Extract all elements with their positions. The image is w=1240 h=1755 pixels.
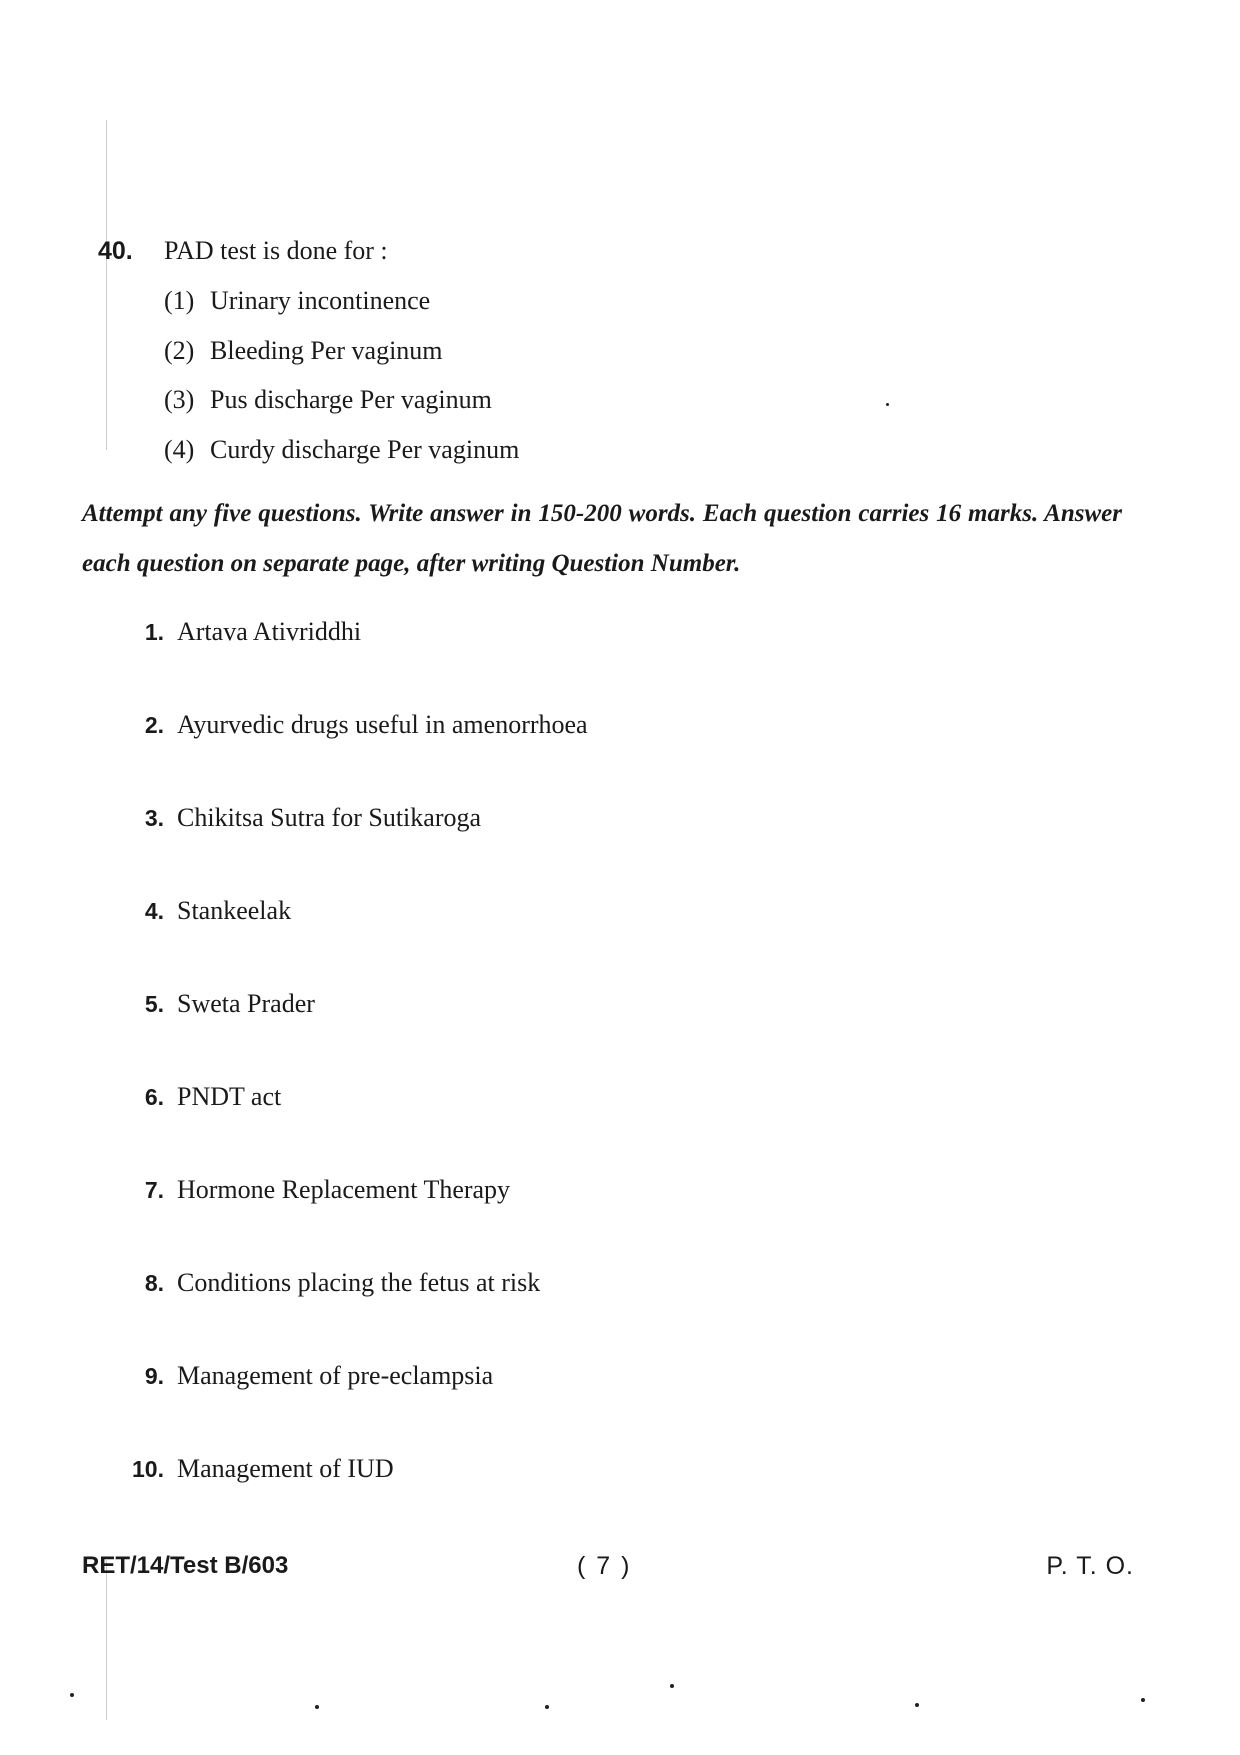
essay-question-text: Sweta Prader <box>177 989 315 1018</box>
essay-question-number: 4. <box>144 898 164 924</box>
essay-question <box>112 1082 1012 1175</box>
option-number: (1) <box>164 286 195 315</box>
option-item <box>164 336 1098 386</box>
essay-question <box>112 1454 1012 1547</box>
essay-question-number: 2. <box>144 712 164 738</box>
essay-question-number: 3. <box>144 805 164 831</box>
option-list <box>164 286 1098 484</box>
scan-speck <box>1141 1698 1145 1702</box>
scan-speck <box>915 1703 919 1707</box>
scan-speck <box>886 403 889 406</box>
page-number: ( 7 ) <box>577 1552 632 1580</box>
essay-question <box>112 803 1012 896</box>
option-item <box>164 385 1098 435</box>
option-text: Urinary incontinence <box>210 286 431 315</box>
essay-question-number: 6. <box>144 1084 164 1110</box>
section-instructions: Attempt any five questions. Write answer in 150-200 words. Each question carries 16 marks. Answer each question on separate page, after writing Question Number. <box>82 500 1122 577</box>
essay-question-text: Stankeelak <box>177 896 292 925</box>
essay-question <box>112 896 1012 989</box>
scan-speck <box>315 1705 319 1709</box>
page-footer <box>82 1552 1132 1592</box>
essay-question-text: Artava Ativriddhi <box>177 617 362 646</box>
option-text: Bleeding Per vaginum <box>210 335 443 365</box>
option-number: (4) <box>164 434 195 464</box>
please-turn-over: P. T. O. <box>1046 1552 1134 1580</box>
essay-question <box>112 989 1012 1082</box>
essay-question-number: 5. <box>144 991 164 1017</box>
scan-speck <box>545 1705 549 1709</box>
essay-question-number: 8. <box>144 1270 164 1296</box>
essay-question-text: Management of pre-eclampsia <box>177 1361 494 1390</box>
option-item <box>164 435 1098 485</box>
option-number: (2) <box>164 335 195 365</box>
option-text: Pus discharge Per vaginum <box>210 385 492 414</box>
essay-question <box>112 1361 1012 1454</box>
essay-question-number: 10. <box>132 1456 164 1482</box>
essay-question-number: 7. <box>144 1177 164 1203</box>
essay-question-text: Ayurvedic drugs useful in amenorrhoea <box>177 710 588 739</box>
question-40-header <box>98 236 1098 286</box>
option-text: Curdy discharge Per vaginum <box>210 434 520 464</box>
essay-question-text: PNDT act <box>177 1082 282 1111</box>
scan-speck <box>670 1684 674 1688</box>
essay-question <box>112 1175 1012 1268</box>
option-item <box>164 286 1098 336</box>
question-40 <box>98 236 1098 484</box>
scan-speck <box>70 1693 74 1697</box>
essay-question-text: Hormone Replacement Therapy <box>177 1175 511 1204</box>
essay-question-number: 1. <box>144 619 164 645</box>
essay-question-number: 9. <box>144 1363 164 1389</box>
essay-question-text: Chikitsa Sutra for Sutikaroga <box>177 803 482 832</box>
essay-question-list <box>112 617 1012 1547</box>
essay-question <box>112 617 1012 710</box>
essay-question <box>112 710 1012 803</box>
paper-code: RET/14/Test B/603 <box>82 1552 289 1579</box>
option-number: (3) <box>164 385 195 414</box>
essay-question-text: Conditions placing the fetus at risk <box>177 1268 541 1297</box>
essay-question-text: Management of IUD <box>177 1454 394 1483</box>
question-number: 40. <box>98 237 133 265</box>
question-text: PAD test is done for : <box>164 236 388 265</box>
essay-question <box>112 1268 1012 1361</box>
